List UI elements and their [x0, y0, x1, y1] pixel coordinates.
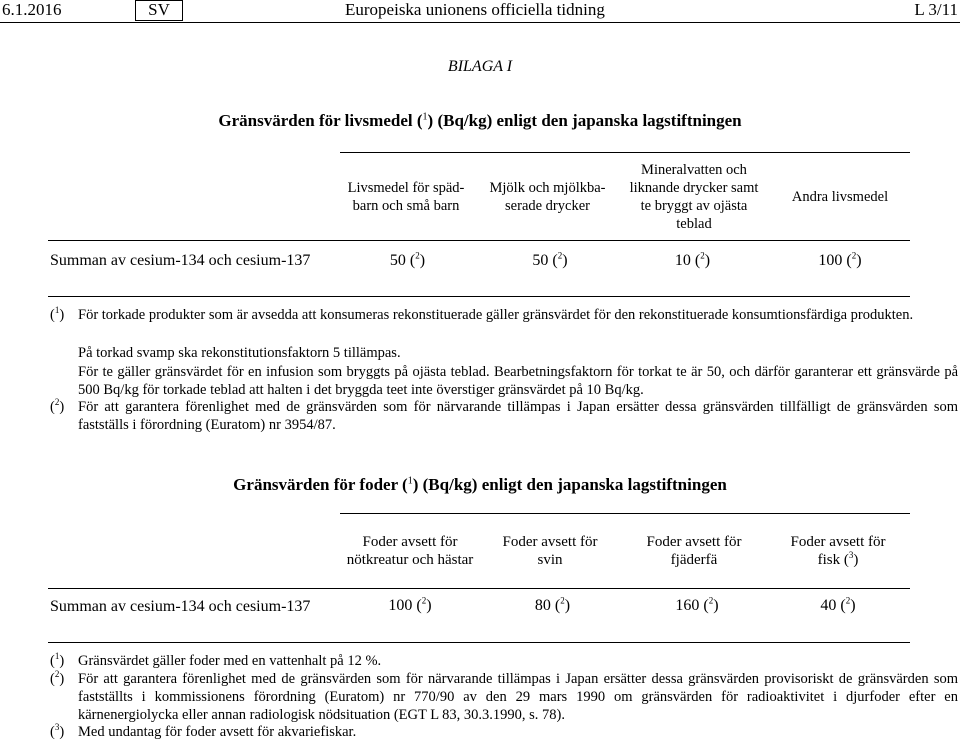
feed-footnote-2 [50, 670, 958, 726]
food-col-other: Andra livsmedel [791, 189, 889, 205]
header-date: 6.1.2016 [2, 0, 62, 19]
feed-footnote-3 [50, 723, 958, 743]
feed-footnote-2-ref: ($^2$) [50, 669, 65, 687]
food-row-label: Summan av cesium-134 och cesium-137 [50, 252, 311, 269]
header-language: SV [135, 0, 183, 21]
food-col-infant: Livsmedel för späd-barn och små barn [347, 180, 465, 214]
feed-col-fish: Foder avsett för fisk ($^3$) [790, 534, 886, 568]
feed-table-bottom-rule [48, 642, 910, 643]
food-footnote-2-text: För att garantera förenlighet med de gränsvärden som för närvarande tillämpas i Japan ersätter dessa gränsvärden tillfälligt de gränsvärden som fastställs i förordning (Euratom) nr 3954/87. [78, 399, 958, 433]
food-value-infant: 50 ($^2$) [389, 250, 426, 269]
food-table-mid-rule [48, 240, 910, 241]
feed-footnote-3-ref: ($^3$) [50, 722, 65, 740]
food-footnote-1-line-1: För torkade produkter som är avsedda att konsumeras rekonstituerade gäller gränsvärdet för den rekonstituerade konsumtionsfärdiga produkten. [78, 307, 914, 323]
feed-table-top-rule [340, 513, 910, 514]
food-footnote-2-ref: ($^2$) [50, 397, 65, 415]
feed-row-label: Summan av cesium-134 och cesium-137 [50, 598, 311, 615]
food-table-bottom-rule [48, 296, 910, 297]
food-col-water: Mineralvatten och liknande drycker samt te bryggt av ojästa teblad [629, 162, 759, 232]
feed-footnote-3-text: Med undantag för foder avsett för akvariefiskar. [78, 724, 357, 740]
header-rule [0, 22, 960, 23]
feed-value-cattle: 100 ($^2$) [388, 595, 432, 614]
food-footnote-1-line-2: På torkad svamp ska rekonstitutionsfaktorn 5 tillämpas. [78, 345, 401, 361]
food-table-title: Gränsvärden för livsmedel ($^1$) (Bq/kg) enligt den japanska lagstiftningen [218, 111, 742, 130]
header-page: L 3/11 [914, 0, 958, 19]
feed-footnote-1 [50, 652, 958, 672]
feed-value-pigs: 80 ($^2$) [534, 595, 571, 614]
page-header [0, 0, 960, 22]
feed-col-pigs: Foder avsett för svin [502, 534, 598, 568]
food-footnote-1-line-3: För te gäller gränsvärdet för en infusion som bryggts på ojästa teblad. Bearbetningsfaktorn för torkat te är 50, och därför garanterar ett gränsvärde på 500 Bq/kg för torkade teblad att halten i det bryggda teet inte överstiger gränsvärdet på 10 Bq/kg. [78, 364, 958, 398]
food-value-milk: 50 ($^2$) [532, 250, 568, 269]
food-footnote-2 [50, 398, 958, 438]
feed-table-mid-rule [48, 588, 910, 589]
feed-footnote-2-text: För att garantera förenlighet med de gränsvärden som för närvarande tillämpas i Japan ersätter dessa gränsvärden provisoriskt de gränsvärden som fastställts i kommissionens förordning (Euratom) nr 770/90 av den 29 mars 1990 om gränsvärden för radioaktivitet i djurfoder efter en kärnenergiolycka eller annan radiologisk nödsituation (EGT L 83, 30.3.1990, s. 78). [78, 671, 958, 723]
feed-table-title: Gränsvärden för foder ($^1$) (Bq/kg) enligt den japanska lagstiftningen [233, 475, 727, 494]
annex-label: BILAGA I [447, 58, 513, 75]
feed-value-fish: 40 ($^2$) [820, 595, 856, 614]
food-value-water: 10 ($^2$) [674, 250, 711, 269]
food-footnote-1-ref: ($^1$) [50, 305, 65, 323]
food-value-other: 100 ($^2$) [818, 250, 862, 269]
feed-col-cattle: Foder avsett för nötkreatur och hästar [346, 534, 474, 568]
feed-value-poultry: 160 ($^2$) [675, 595, 719, 614]
feed-col-poultry: Foder avsett för fjäderfä [646, 534, 742, 568]
header-journal: Europeiska unionens officiella tidning [345, 0, 605, 19]
food-table-top-rule [340, 152, 910, 153]
feed-footnote-1-ref: ($^1$) [50, 651, 65, 669]
food-col-milk: Mjölk och mjölkba-serade drycker [489, 180, 606, 214]
feed-footnote-1-text: Gränsvärdet gäller foder med en vattenhalt på 12 %. [78, 653, 382, 669]
